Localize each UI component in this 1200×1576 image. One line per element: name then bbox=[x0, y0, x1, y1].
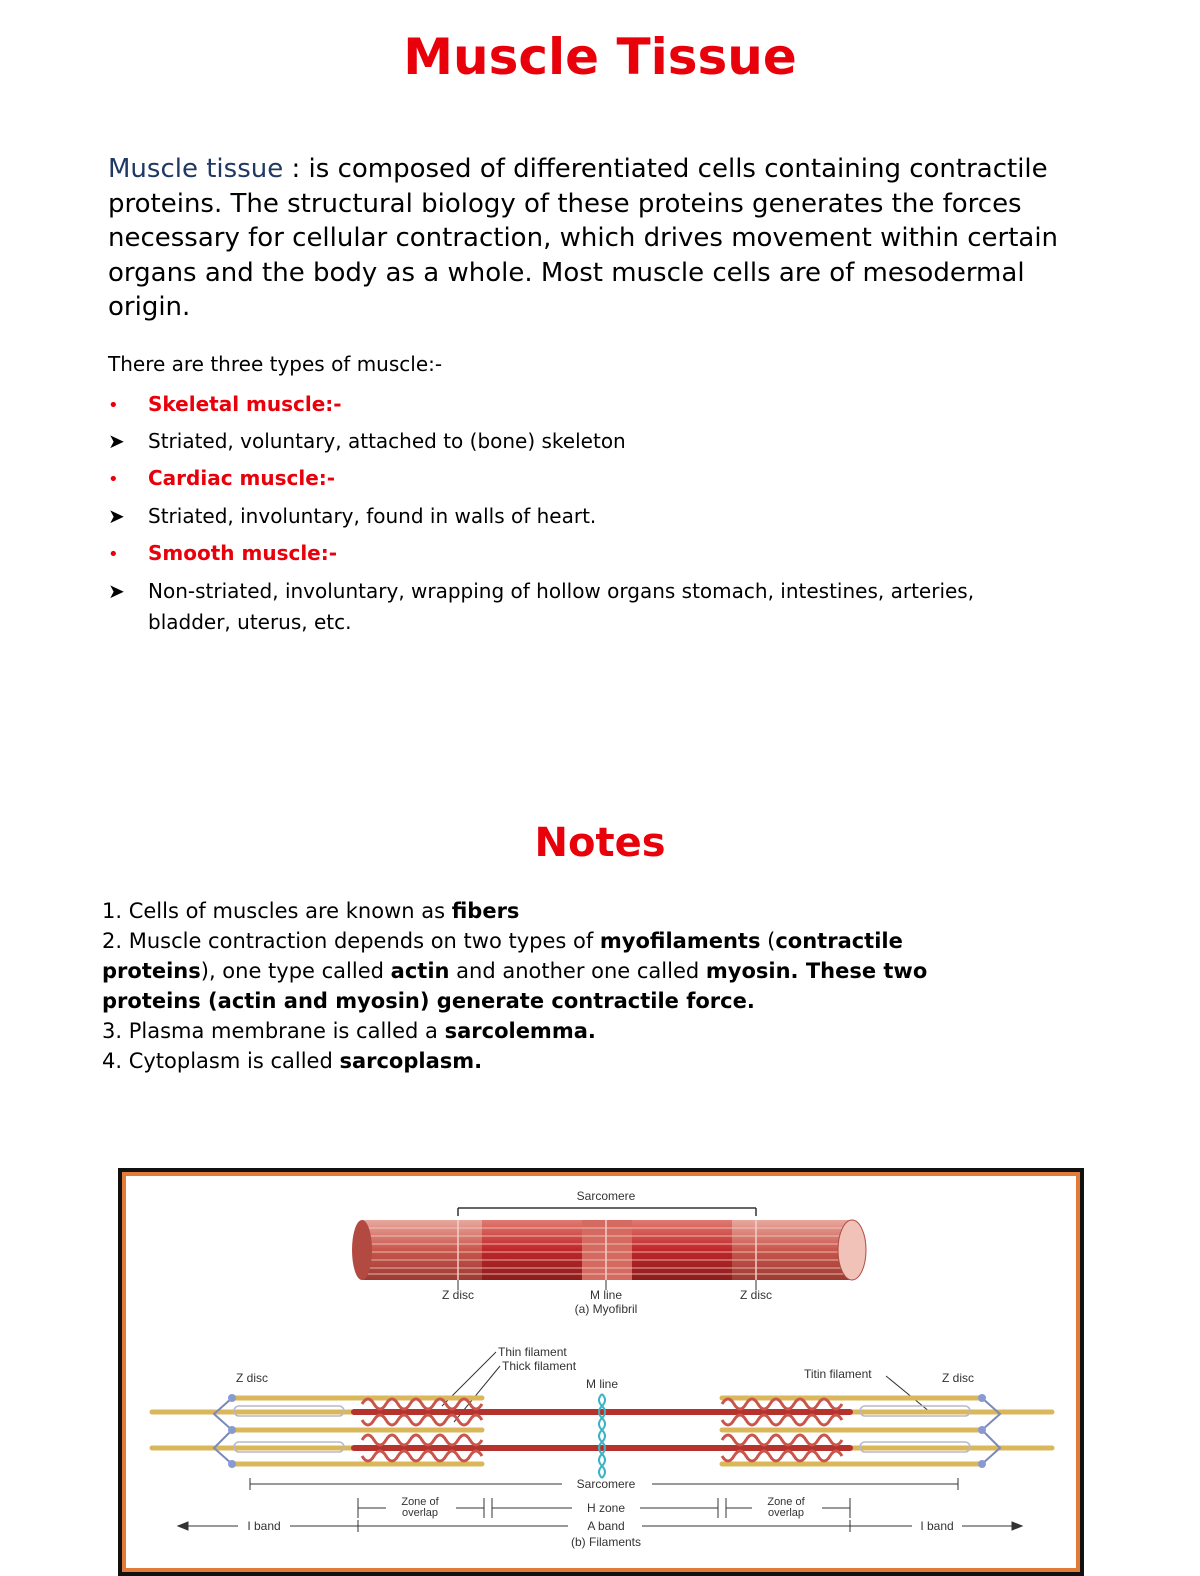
zone-of-overlap-left-1: Zone of bbox=[401, 1496, 439, 1508]
filament-diagram bbox=[152, 1394, 1052, 1478]
note-2-cont bbox=[102, 956, 1002, 986]
note-2 bbox=[102, 926, 1002, 956]
thick-filament-label: Thick filament bbox=[502, 1359, 577, 1373]
types-heading: There are three types of muscle:- bbox=[108, 352, 443, 376]
bullet-icon: • bbox=[108, 469, 119, 490]
sarcomere-label-bottom: Sarcomere bbox=[576, 1477, 636, 1491]
note-1 bbox=[102, 896, 1002, 926]
list-item-smooth-desc bbox=[108, 579, 974, 603]
zone-of-overlap-left-2: overlap bbox=[401, 1507, 439, 1519]
intro-line-5: origin. bbox=[108, 292, 191, 322]
zone-of-overlap-right-2: overlap bbox=[767, 1507, 805, 1519]
list-item-skeletal-desc bbox=[108, 429, 626, 453]
intro-paragraph bbox=[108, 152, 1068, 325]
sarcomere-diagram bbox=[122, 1172, 1080, 1572]
note-term-actin: actin bbox=[390, 959, 450, 983]
intro-line-2: proteins. The structural biology of these proteins generates the forces bbox=[108, 188, 1022, 219]
note-term-myofilaments: myofilaments bbox=[599, 929, 761, 953]
smooth-muscle-label: Smooth muscle:- bbox=[148, 541, 338, 565]
intro-term: Muscle tissue bbox=[108, 154, 284, 184]
note-term-sarcoplasm: sarcoplasm. bbox=[339, 1049, 483, 1073]
m-line-label-b: M line bbox=[585, 1377, 619, 1391]
sarcomere-bracket-top bbox=[458, 1208, 756, 1216]
caption-myofibril: (a) Myofibril bbox=[574, 1302, 638, 1316]
intro-line-3: necessary for cellular contraction, which drives movement within certain bbox=[108, 223, 1059, 253]
list-item-skeletal bbox=[108, 392, 342, 416]
arrow-bullet-icon: ➤ bbox=[108, 504, 125, 528]
arrow-bullet-icon: ➤ bbox=[108, 429, 125, 453]
note-2-cont-2 bbox=[102, 986, 1002, 1016]
caption-filaments: (b) Filaments bbox=[570, 1535, 642, 1549]
note-text: 2. Muscle contraction depends on two types of bbox=[102, 929, 600, 953]
note-term-sarcolemma: sarcolemma. bbox=[444, 1019, 596, 1043]
titin-filament-label: Titin filament bbox=[804, 1367, 872, 1381]
note-term-contractile: contractile bbox=[775, 929, 903, 953]
note-4 bbox=[102, 1046, 1002, 1076]
note-term-proteins: proteins bbox=[102, 959, 201, 983]
smooth-muscle-desc-2: bladder, uterus, etc. bbox=[148, 610, 352, 634]
page-title: Muscle Tissue bbox=[403, 28, 797, 86]
note-text: ( bbox=[760, 929, 776, 953]
skeletal-muscle-desc: Striated, voluntary, attached to (bone) skeleton bbox=[148, 429, 626, 453]
bullet-icon: • bbox=[108, 544, 119, 565]
note-text: and another one called bbox=[449, 959, 706, 983]
list-item-smooth bbox=[108, 541, 337, 565]
intro-line-4: organs and the body as a whole. Most muscle cells are of mesodermal bbox=[108, 257, 1025, 288]
intro-text-1: is composed of differentiated cells containing contractile bbox=[308, 154, 1048, 184]
note-text: 3. Plasma membrane is called a bbox=[102, 1019, 445, 1043]
smooth-muscle-desc-1: Non-striated, involuntary, wrapping of hollow organs stomach, intestines, arteries, bbox=[148, 579, 975, 603]
thin-filament-label: Thin filament bbox=[498, 1345, 567, 1359]
myofibril-cylinder bbox=[352, 1220, 866, 1280]
bullet-icon: • bbox=[108, 395, 119, 416]
note-term-myosin: myosin. These two bbox=[705, 959, 928, 983]
intro-separator: : bbox=[283, 154, 309, 184]
sarcomere-figure bbox=[118, 1168, 1084, 1576]
note-term-fibers: fibers bbox=[451, 899, 520, 923]
m-line-label-a: M line bbox=[589, 1288, 623, 1302]
z-disc-label-right-a: Z disc bbox=[739, 1288, 773, 1302]
i-band-label-left: I band bbox=[247, 1519, 281, 1533]
note-text: 1. Cells of muscles are known as bbox=[102, 899, 452, 923]
list-item-cardiac-desc bbox=[108, 504, 596, 528]
note-text: ), one type called bbox=[200, 959, 391, 983]
notes-list bbox=[102, 896, 1002, 1076]
a-band-label: A band bbox=[587, 1519, 625, 1533]
list-item-cardiac bbox=[108, 466, 335, 490]
note-3 bbox=[102, 1016, 1002, 1046]
intro-line-1 bbox=[108, 152, 1068, 187]
sarcomere-label-top: Sarcomere bbox=[576, 1189, 636, 1203]
cardiac-muscle-label: Cardiac muscle:- bbox=[148, 466, 336, 490]
skeletal-muscle-label: Skeletal muscle:- bbox=[148, 392, 342, 416]
zone-of-overlap-right-1: Zone of bbox=[767, 1496, 805, 1508]
z-disc-label-left-a: Z disc bbox=[441, 1288, 475, 1302]
cardiac-muscle-desc: Striated, involuntary, found in walls of heart. bbox=[148, 504, 597, 528]
z-disc-label-right-b: Z disc bbox=[941, 1371, 975, 1385]
note-term-generate-force: proteins (actin and myosin) generate contractile force. bbox=[102, 989, 755, 1013]
arrow-bullet-icon: ➤ bbox=[108, 579, 125, 603]
h-zone-label: H zone bbox=[586, 1501, 626, 1515]
z-disc-label-left-b: Z disc bbox=[235, 1371, 269, 1385]
i-band-label-right: I band bbox=[920, 1519, 954, 1533]
note-text: 4. Cytoplasm is called bbox=[102, 1049, 340, 1073]
notes-title: Notes bbox=[534, 820, 666, 866]
